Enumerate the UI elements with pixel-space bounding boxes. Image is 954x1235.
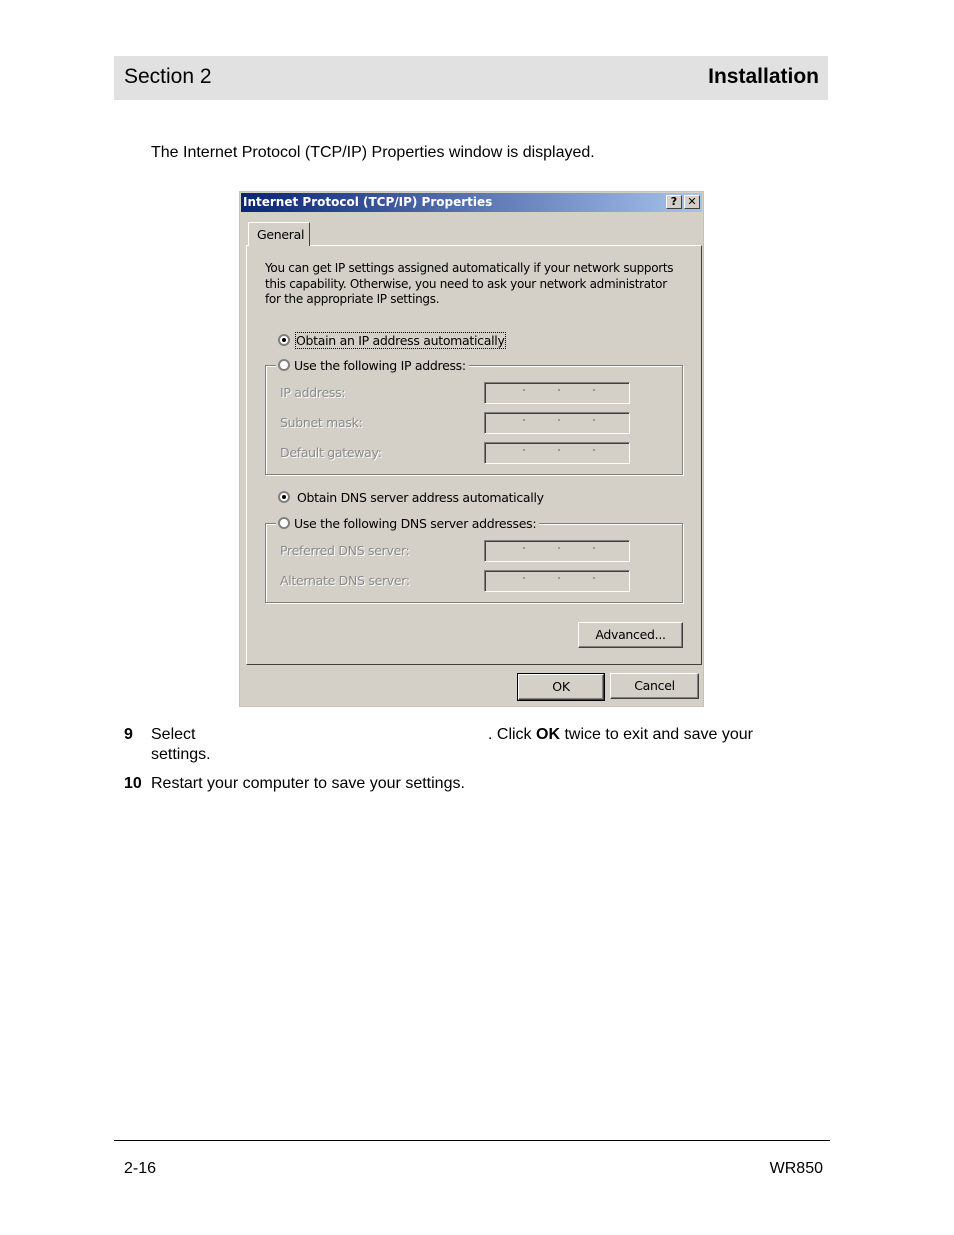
alternate-dns-label: Alternate DNS server: bbox=[280, 573, 410, 588]
preferred-dns-field[interactable] bbox=[484, 540, 630, 562]
dns-manual-legend bbox=[276, 516, 539, 531]
footer-divider bbox=[114, 1140, 830, 1141]
ip-address-label: IP address: bbox=[280, 385, 346, 400]
step-text: . Click OK twice to exit and save your bbox=[488, 726, 754, 743]
default-gateway-label: Default gateway: bbox=[280, 445, 382, 460]
step-text: Restart your computer to save your settings. bbox=[151, 775, 465, 792]
intro-text: The Internet Protocol (TCP/IP) Properties window is displayed. bbox=[151, 144, 595, 161]
ip-auto-label[interactable]: Obtain an IP address automatically bbox=[296, 333, 505, 348]
dialog-title: Internet Protocol (TCP/IP) Properties bbox=[243, 195, 493, 209]
tcpip-properties-dialog bbox=[239, 191, 704, 707]
tab-general[interactable] bbox=[248, 222, 310, 246]
dialog-titlebar bbox=[241, 193, 702, 212]
cancel-button[interactable]: Cancel bbox=[610, 673, 699, 699]
step-text-continued: settings. bbox=[151, 746, 211, 763]
step-10 bbox=[124, 775, 824, 797]
dns-manual-radio[interactable] bbox=[278, 517, 290, 529]
page-number: 2-16 bbox=[124, 1160, 157, 1177]
step-text: Select bbox=[151, 726, 196, 743]
ok-button[interactable]: OK bbox=[518, 674, 604, 700]
default-gateway-field[interactable] bbox=[484, 442, 630, 464]
subnet-mask-label: Subnet mask: bbox=[280, 415, 363, 430]
help-icon[interactable]: ? bbox=[666, 195, 682, 209]
ip-manual-legend bbox=[276, 358, 469, 373]
dns-manual-label[interactable]: Use the following DNS server addresses: bbox=[294, 516, 537, 531]
alternate-dns-field[interactable] bbox=[484, 570, 630, 592]
ip-manual-label[interactable]: Use the following IP address: bbox=[294, 358, 466, 373]
model-name: WR850 bbox=[769, 1160, 823, 1177]
subnet-mask-field[interactable] bbox=[484, 412, 630, 434]
step-number: 9 bbox=[124, 726, 133, 743]
advanced-button[interactable]: Advanced... bbox=[578, 622, 683, 648]
section-label: Section 2 bbox=[124, 65, 212, 88]
ok-emphasis: OK bbox=[536, 726, 561, 743]
ip-auto-radio[interactable] bbox=[278, 334, 290, 346]
dns-auto-label[interactable]: Obtain DNS server address automatically bbox=[297, 490, 544, 505]
close-icon[interactable]: ✕ bbox=[684, 195, 700, 209]
dns-auto-radio[interactable] bbox=[278, 491, 290, 503]
step-9 bbox=[124, 726, 824, 770]
section-header bbox=[114, 56, 828, 100]
section-title: Installation bbox=[708, 65, 819, 88]
tab-general-label: General bbox=[257, 227, 305, 242]
dialog-description: You can get IP settings assigned automatically if your network supports this capability. Otherwise, you need to ask your network administrator for the appropriate IP settings. bbox=[265, 261, 674, 306]
step-number: 10 bbox=[124, 775, 142, 792]
preferred-dns-label: Preferred DNS server: bbox=[280, 543, 410, 558]
ip-address-field[interactable] bbox=[484, 382, 630, 404]
ip-manual-radio[interactable] bbox=[278, 359, 290, 371]
